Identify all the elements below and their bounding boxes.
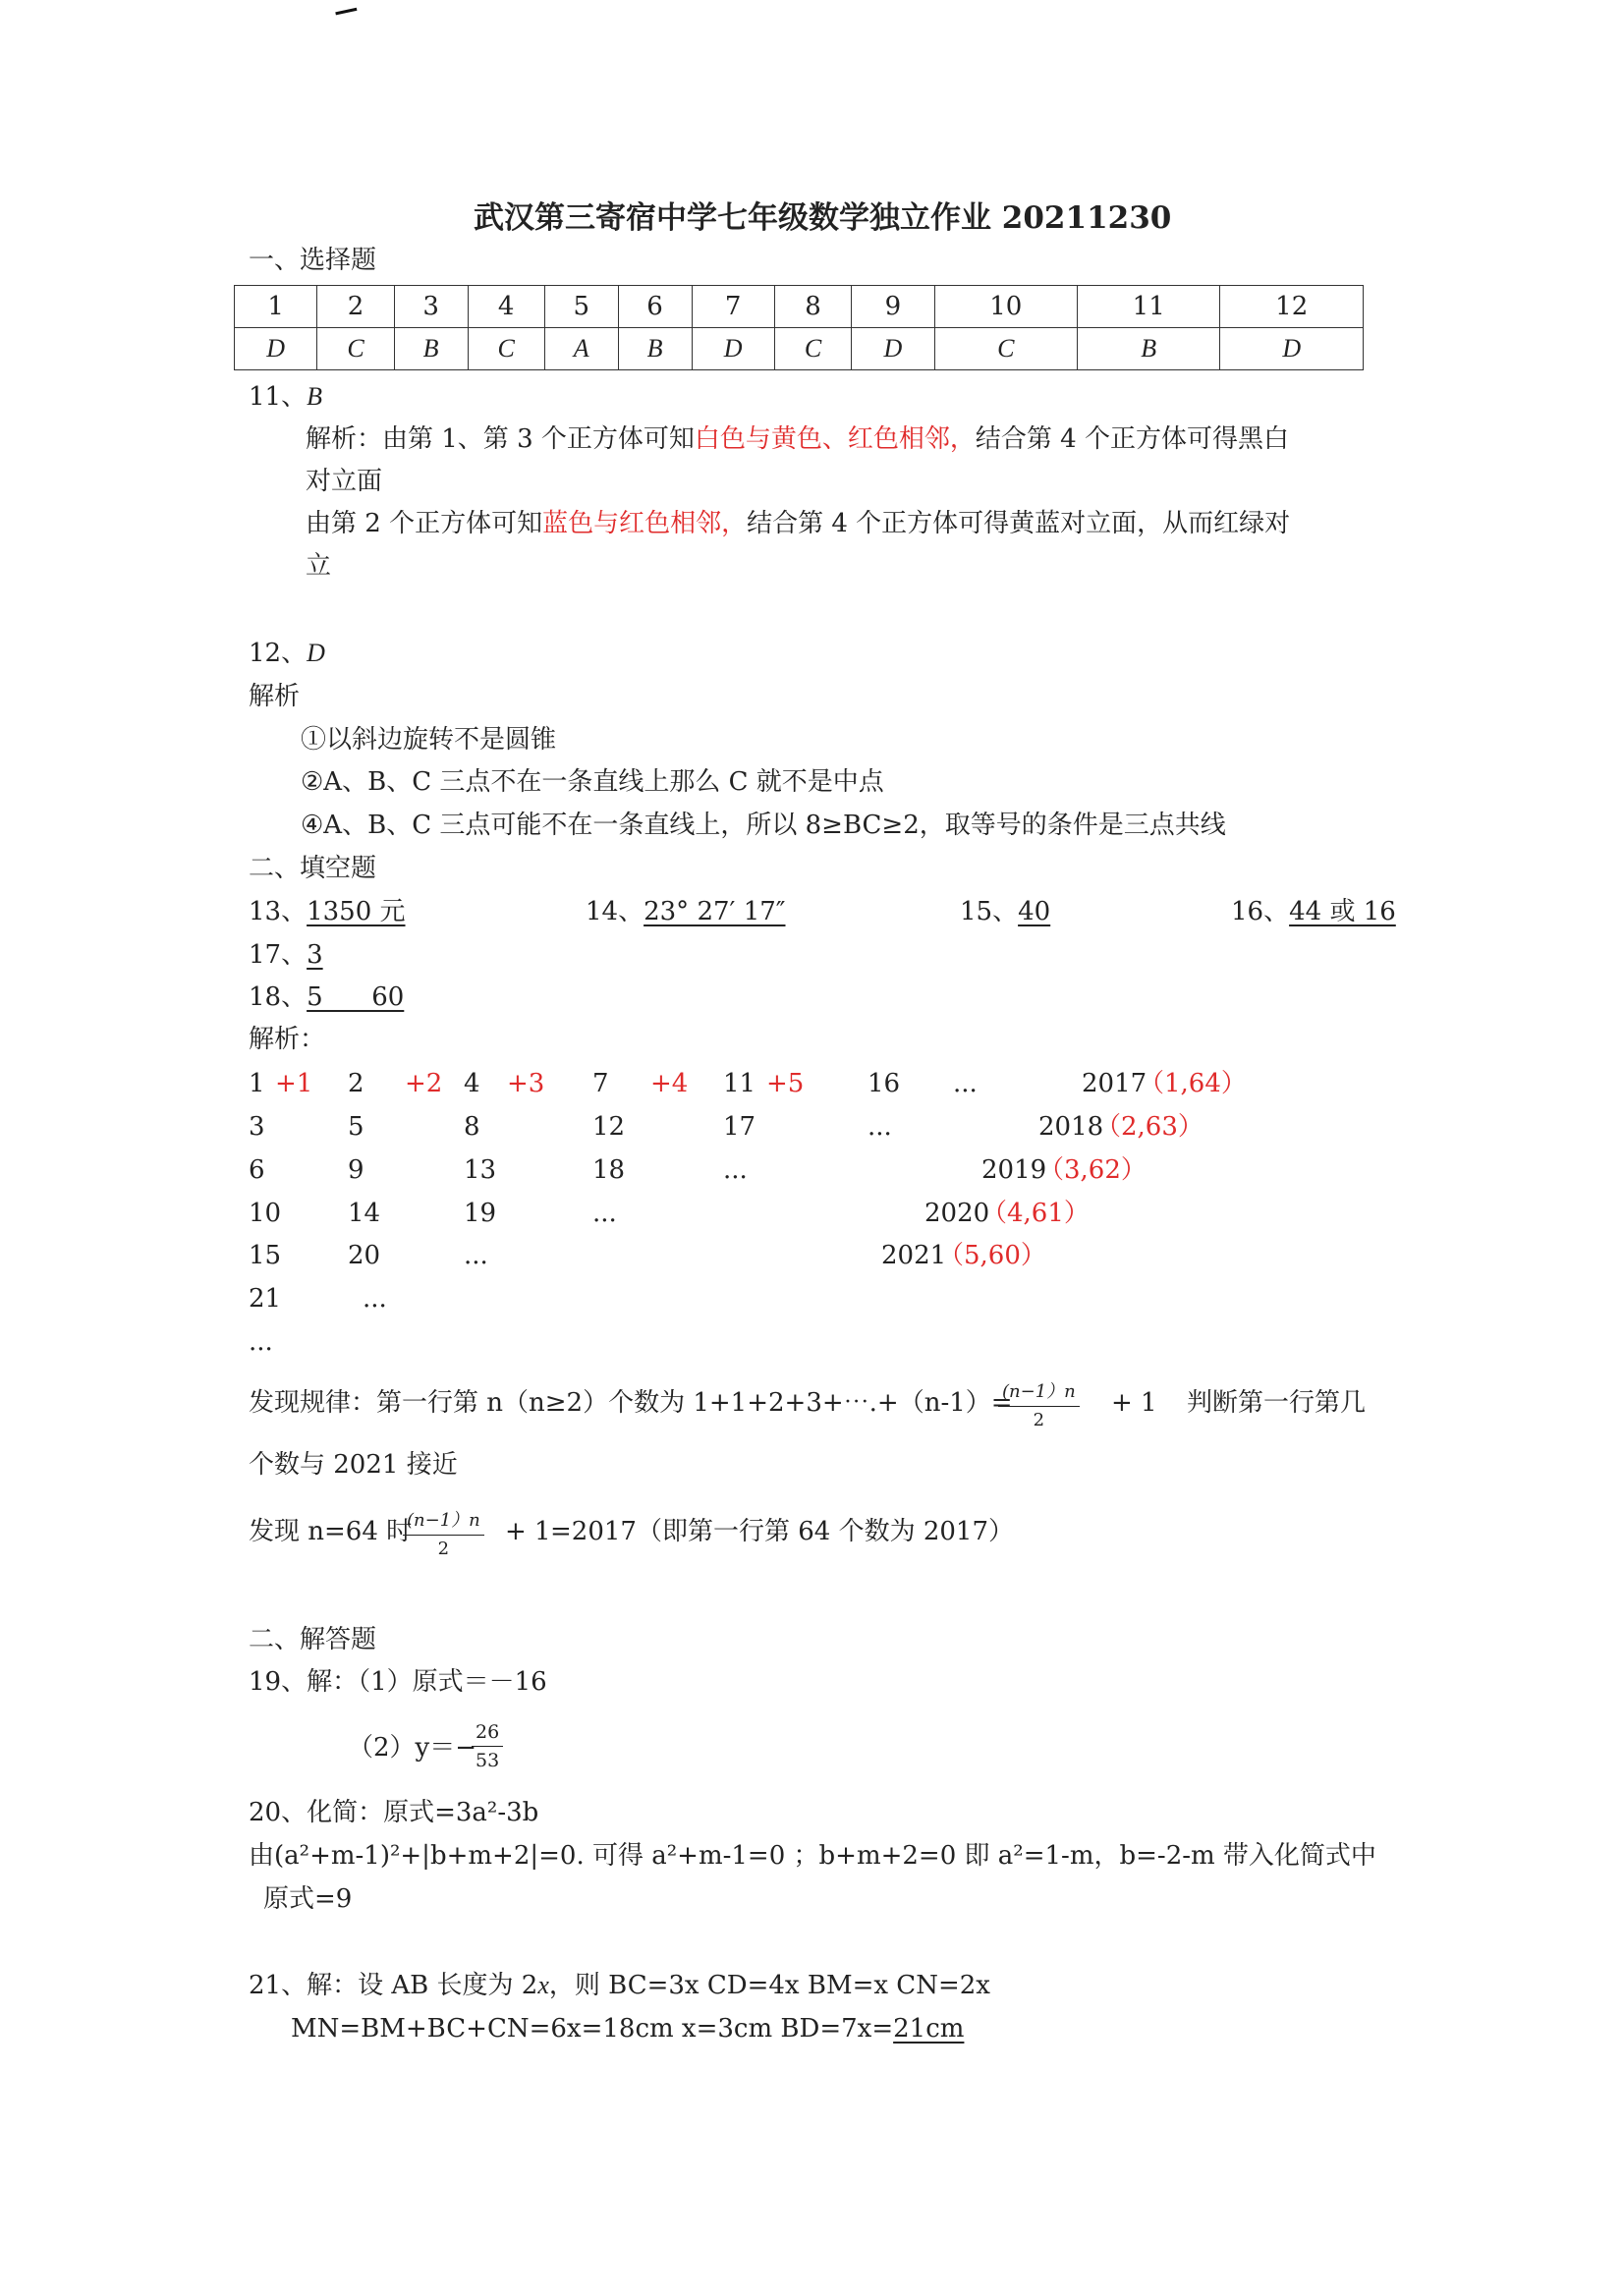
q19-line1: 19、解：（1）原式＝－16 [249,1667,547,1697]
q14-answer: 23° 27′ 17″ [644,897,786,926]
table-row-numbers [235,286,1364,328]
table-cell: 2 [317,286,394,328]
grid-cell: 21 [249,1284,282,1314]
q19-line2: （2）y＝− [348,1733,477,1763]
grid-ellipsis: ... [249,1327,273,1357]
q21-text: MN=BM+BC+CN=6x=18cm x=3cm BD=7x= [291,2014,894,2044]
grid-cell: 4 [464,1069,480,1098]
q15-answer: 40 [1018,897,1051,926]
rule-fraction-2 [403,1506,484,1559]
q21-variable: x [537,1971,549,1999]
table-cell: D [1220,328,1364,370]
table-cell: D [235,328,317,370]
grid-increment: +4 [650,1069,689,1098]
q12-item-1: ①以斜边旋转不是圆锥 [301,725,557,755]
rule-fraction [998,1377,1080,1430]
q21-text: 21、解：设 AB 长度为 2 [249,1971,538,2000]
grid-increment: +1 [275,1069,313,1098]
table-cell: 4 [468,286,544,328]
q11-analysis-line2: 对立面 [306,467,383,496]
fraction-numerator: 26 [476,1721,500,1743]
page-title: 武汉第三寄宿中学七年级数学独立作业 20211230 [474,200,1172,236]
table-cell: 7 [692,286,774,328]
q21-text: ，则 BC=3x CD=4x BM=x CN=2x [548,1971,990,2000]
table-cell: 3 [394,286,468,328]
grid-cell: 15 [249,1241,282,1270]
q12-answer: D [307,639,325,667]
q13-line [249,899,406,924]
grid-cell: 7 [592,1069,609,1098]
q15-line [960,899,1050,924]
rule-line2: 个数与 2021 接近 [249,1450,458,1480]
section-choice-heading: 一、选择题 [249,246,377,275]
fraction-denominator: 2 [1033,1410,1045,1430]
q11-text: 解析：由第 1、第 3 个正方体可知 [306,424,695,454]
table-cell: A [544,328,618,370]
q18-answer: 5 60 [307,982,405,1012]
q20-line3: 原式=9 [263,1884,353,1914]
grid-cell: 10 [249,1199,282,1228]
choice-answer-table [234,285,1364,370]
rule-line1-text: 发现规律：第一行第 n（n≥2）个数为 1+1+2+3+⋯.+（n-1）= [249,1388,1013,1418]
grid-ellipsis: ... [464,1241,488,1270]
q14-line [586,899,786,924]
grid-ellipsis: ... [363,1284,387,1314]
q11-label: 11、 [249,382,308,412]
q11-highlight: 白色与黄色、红色相邻， [694,424,976,454]
rule-line1-tail: 判断第一行第几 [1187,1388,1367,1418]
q11-analysis-line1 [306,426,1289,452]
grid-cell: 18 [592,1155,626,1185]
grid-cell: 13 [464,1155,497,1185]
grid-cell: 8 [464,1112,480,1142]
q20-line2: 由(a²+m-1)²+|b+m+2|=0. 可得 a²+m-1=0 ；b+m+2=0 即 a²=1-m，b=-2-m 带入化简式中 [249,1841,1376,1871]
section-fill-heading: 二、填空题 [249,854,377,883]
table-cell: C [934,328,1077,370]
grid-cell: 2018 [1038,1112,1104,1142]
grid-ellipsis: ... [953,1069,978,1098]
q18-label: 18、 [249,982,308,1012]
table-cell: C [468,328,544,370]
grid-cell: 6 [249,1155,265,1185]
grid-coordinate: （3,62） [1038,1155,1147,1185]
table-cell: 5 [544,286,618,328]
grid-coordinate: （2,63） [1095,1112,1203,1142]
grid-coordinate: （5,60） [938,1241,1046,1270]
table-row-answers [235,328,1364,370]
q18-line [249,984,404,1010]
q16-answer: 44 或 16 [1289,897,1396,926]
grid-cell: 5 [348,1112,364,1142]
q21-answer: 21cm [893,2014,965,2044]
grid-ellipsis: ... [867,1112,892,1142]
q12-label: 12、 [249,639,308,668]
table-cell: 12 [1220,286,1364,328]
table-cell: 10 [934,286,1077,328]
grid-cell: 9 [348,1155,364,1185]
grid-cell: 11 [723,1069,756,1098]
q13-answer: 1350 元 [307,897,406,926]
q17-answer: 3 [307,940,323,970]
rule-line3-tail: =2017（即第一行第 64 个数为 2017） [550,1517,1014,1546]
table-cell: 6 [618,286,692,328]
q12-item-2: ②A、B、C 三点不在一条直线上那么 C 就不是中点 [301,767,884,797]
q11-text: 结合第 4 个正方体可得黑白 [975,424,1289,454]
grid-increment: +2 [405,1069,443,1098]
grid-cell: 16 [867,1069,901,1098]
grid-increment: +5 [766,1069,805,1098]
grid-cell: 19 [464,1199,497,1228]
grid-cell: 2021 [881,1241,947,1270]
grid-increment: +3 [507,1069,545,1098]
grid-cell: 2017 [1082,1069,1147,1098]
grid-cell: 2019 [981,1155,1047,1185]
grid-cell: 2020 [924,1199,990,1228]
table-cell: C [774,328,851,370]
q21-line1 [249,1973,990,1998]
grid-ellipsis: ... [723,1155,748,1185]
grid-cell: 2 [348,1069,364,1098]
q12-analysis-heading: 解析 [249,682,301,711]
q16-label: 16、 [1231,897,1290,926]
rule-plus-one: + 1 [1111,1388,1157,1418]
q11-analysis-line4: 立 [306,551,332,581]
q13-label: 13、 [249,897,308,926]
q15-label: 15、 [960,897,1019,926]
q11-answer: B [307,382,322,411]
q11-text: 由第 2 个正方体可知 [306,509,543,538]
table-cell: 11 [1078,286,1220,328]
q17-label: 17、 [249,940,308,970]
table-cell: 1 [235,286,317,328]
q21-line2 [291,2016,964,2042]
grid-cell: 14 [348,1199,381,1228]
q17-line [249,942,323,968]
q11-answer-line [249,384,322,410]
table-cell: D [852,328,934,370]
fraction-denominator: 53 [476,1750,500,1771]
fraction-numerator: (n−1）n [407,1510,480,1531]
table-cell: B [1078,328,1220,370]
rule-plus-one: + 1 [505,1517,551,1546]
q12-item-3: ④A、B、C 三点可能不在一条直线上，所以 8≥BC≥2，取等号的条件是三点共线 [301,811,1226,840]
grid-cell: 12 [592,1112,626,1142]
scribble-mark [335,8,358,21]
q12-answer-line [249,641,325,666]
q11-highlight: 蓝色与红色相邻， [542,509,748,538]
table-cell: 9 [852,286,934,328]
grid-cell: 17 [723,1112,756,1142]
table-cell: C [317,328,394,370]
grid-cell: 1 [249,1069,265,1098]
q20-line1: 20、化简：原式=3a²-3b [249,1798,539,1827]
grid-cell: 20 [348,1241,381,1270]
q16-line [1231,899,1396,924]
q19-fraction [472,1721,503,1771]
table-cell: B [618,328,692,370]
grid-cell: 3 [249,1112,265,1142]
q18-analysis-heading: 解析： [249,1025,326,1054]
fraction-numerator: (n−1）n [1002,1381,1076,1402]
table-cell: 8 [774,286,851,328]
grid-ellipsis: ... [592,1199,617,1228]
grid-coordinate: （4,61） [981,1199,1090,1228]
q14-label: 14、 [586,897,644,926]
grid-coordinate: （1,64） [1139,1069,1247,1098]
table-cell: B [394,328,468,370]
q11-text: 结合第 4 个正方体可得黄蓝对立面，从而红绿对 [747,509,1291,538]
section-solution-heading: 二、解答题 [249,1625,377,1654]
table-cell: D [692,328,774,370]
rule-line3-text: 发现 n=64 时 [249,1517,413,1546]
fraction-denominator: 2 [437,1539,450,1559]
q11-analysis-line3 [306,511,1290,536]
